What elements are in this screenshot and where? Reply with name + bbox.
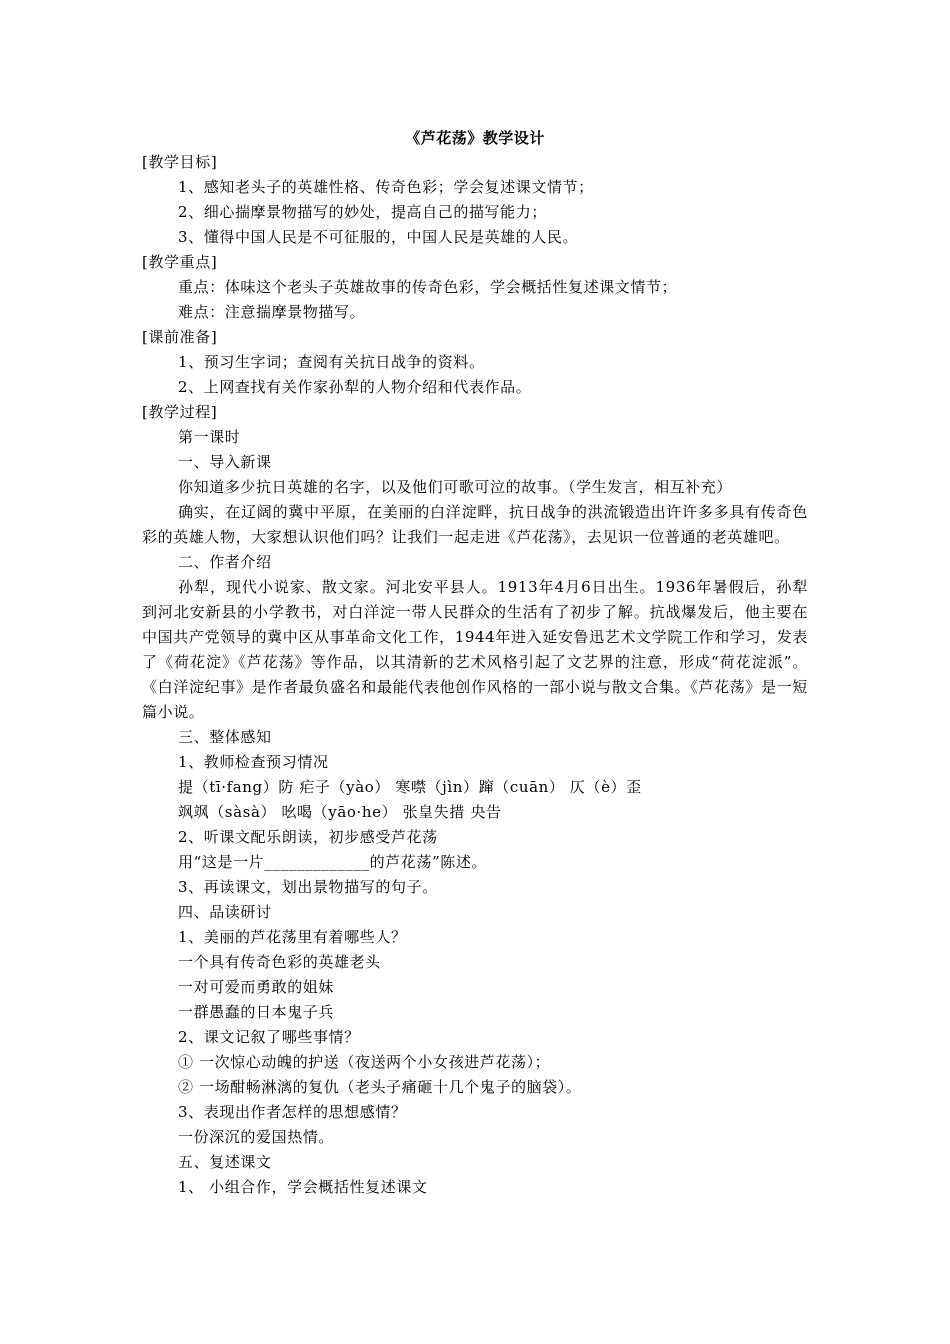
author-paragraph: 孙犁，现代小说家、散文家。河北安平县人。1913年4月6日出生。1936年暑假后，孙犁到河北安新县的小学教书，对白洋淀一带人民群众的生活有了初步了解。抗战爆发后，他主要在中国共产党领导的冀中区从事革命文化工作，1944年进入延安鲁迅艺术文学院工作和学习，发表了《荷花淀》《芦花荡》等作品，以其清新的艺术风格引起了文艺界的注意，形成“荷花淀派”。《白洋淀纪事》是作者最负盛名和最能代表他创作风格的一部小说与散文合集。《芦花荡》是一短篇小说。 bbox=[142, 578, 808, 721]
document-body bbox=[142, 150, 808, 1200]
body-line: 一份深沉的爱国热情。 bbox=[178, 1128, 335, 1146]
body-line: 2、听课文配乐朗读，初步感受芦花荡 bbox=[178, 828, 438, 846]
body-line: 1、 小组合作，学会概括性复述课文 bbox=[178, 1178, 428, 1196]
objective-item: 2、细心揣摩景物描写的妙处，提高自己的描写能力； bbox=[178, 203, 547, 221]
subsection-heading: 一、导入新课 bbox=[178, 453, 272, 471]
body-line: 一对可爱而勇敢的姐妹 bbox=[178, 978, 335, 996]
preparation-item: 2、上网查找有关作家孙犁的人物介绍和代表作品。 bbox=[178, 378, 532, 396]
preparation-item: 1、预习生字词；查阅有关抗日战争的资料。 bbox=[178, 353, 485, 371]
body-line: 1、美丽的芦花荡里有着哪些人？ bbox=[178, 928, 407, 946]
body-line: 你知道多少抗日英雄的名字，以及他们可歌可泣的故事。（学生发言，相互补充） bbox=[178, 478, 733, 496]
lesson-heading: 第一课时 bbox=[178, 428, 241, 446]
objective-item: 1、感知老头子的英雄性格、传奇色彩；学会复述课文情节； bbox=[178, 178, 594, 196]
section-heading-focus: [教学重点] bbox=[142, 253, 218, 271]
focus-item: 重点：体味这个老头子英雄故事的传奇色彩，学会概括性复述课文情节； bbox=[178, 278, 678, 296]
body-line: ② 一场酣畅淋漓的复仇（老头子痛砸十几个鬼子的脑袋）。 bbox=[178, 1078, 582, 1096]
body-line: 3、表现出作者怎样的思想感情？ bbox=[178, 1103, 407, 1121]
body-line: 3、再读课文，划出景物描写的句子。 bbox=[178, 878, 438, 896]
intro-paragraph: 确实，在辽阔的冀中平原，在美丽的白洋淀畔，抗日战争的洪流锻造出许许多多具有传奇色彩的英雄人物，大家想认识他们吗？让我们一起走进《芦花荡》，去见识一位普通的老英雄吧。 bbox=[142, 503, 808, 546]
subsection-heading: 三、整体感知 bbox=[178, 728, 272, 746]
subsection-heading: 四、品读研讨 bbox=[178, 903, 272, 921]
body-line: ① 一次惊心动魄的护送（夜送两个小女孩进芦花荡）； bbox=[178, 1053, 551, 1071]
subsection-heading: 二、作者介绍 bbox=[178, 553, 272, 571]
body-line: 一群愚蠢的日本鬼子兵 bbox=[178, 1003, 335, 1021]
vocabulary-line: 提（tī·fang）防 疟子（yào） 寒噤（jìn）蹿（cuān） 仄（è）歪 bbox=[178, 778, 642, 796]
body-line: 1、教师检查预习情况 bbox=[178, 753, 329, 771]
focus-item: 难点：注意揣摩景物描写。 bbox=[178, 303, 366, 321]
subsection-heading: 五、复述课文 bbox=[178, 1153, 272, 1171]
section-heading-process: [教学过程] bbox=[142, 403, 218, 421]
section-heading-objectives: [教学目标] bbox=[142, 153, 218, 171]
section-heading-preparation: [课前准备] bbox=[142, 328, 218, 346]
body-line: 一个具有传奇色彩的英雄老头 bbox=[178, 953, 381, 971]
body-line: 用“这是一片_____________的芦花荡”陈述。 bbox=[178, 853, 488, 871]
document-title: 《芦花荡》教学设计 bbox=[405, 129, 545, 147]
objective-item: 3、懂得中国人民是不可征服的，中国人民是英雄的人民。 bbox=[178, 228, 579, 246]
vocabulary-line: 飒飒（sàsà） 吆喝（yāo·he） 张皇失措 央告 bbox=[178, 803, 502, 821]
body-line: 2、课文记叙了哪些事情？ bbox=[178, 1028, 360, 1046]
